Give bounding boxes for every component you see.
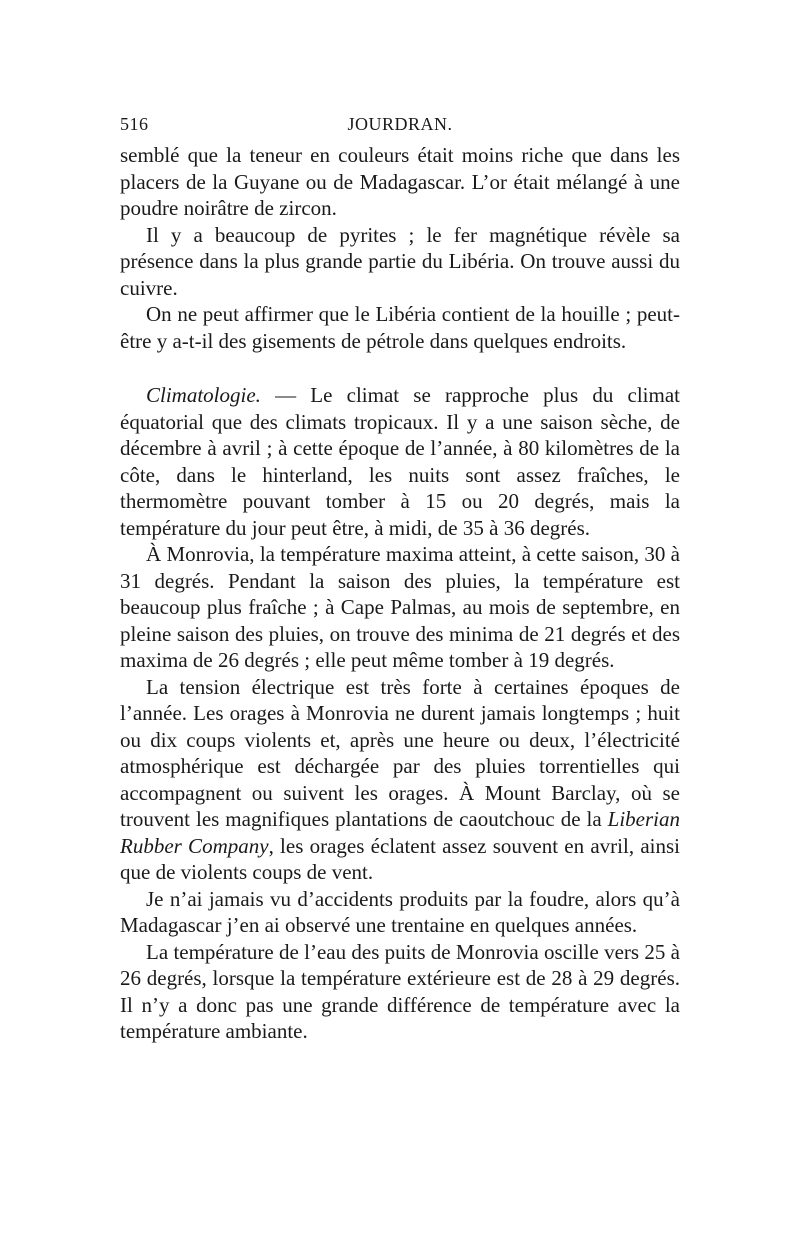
paragraph-houille: On ne peut affirmer que le Libéria contient de la houille ; peut-être y a-t-il des gisements de pétrole dans quelques endroits. [120, 302, 680, 353]
paragraph-tension [120, 674, 680, 886]
paragraph-puits: La température de l’eau des puits de Monrovia oscille vers 25 à 26 degrés, lorsque la température extérieure est de 28 à 29 degrés. Il n’y a donc pas une grande différence de température avec la température ambiante. [120, 939, 680, 1043]
paragraph-zircon: semblé que la teneur en couleurs était moins riche que dans les placers de la Guyane ou de Madagascar. L’or était mélangé à une poudre noirâtre de zircon. [120, 143, 680, 220]
paragraph-pyrites: Il y a beaucoup de pyrites ; le fer magnétique révèle sa présence dans la plus grande partie du Libéria. On trouve aussi du cuivre. [120, 222, 680, 300]
running-title: JOURDRAN. [347, 114, 453, 134]
climatologie-text: — Le climat se rapproche plus du climat équatorial que des climats tropicaux. Il y a une saison sèche, de décembre à avril ; à cette époque de l’année, à 80 kilomètres de la côte, dans le hinterland, les nuits sont assez fraîches, le thermomètre pouvant tomber à 15 ou 20 degrés, mais la température du jour peut être, à midi, de 35 à 36 degrés. [120, 383, 680, 540]
tension-text-before: La tension électrique est très forte à certaines époques de l’année. Les orages à Monrovia ne durent jamais longtemps ; huit ou dix coups violents et, après une heure ou deux, l’électricité atmosphérique est déchargée par des pluies torrentielles qui accompagnent ou suivent les orages. À Mount Barclay, où se trouvent les magnifiques plantations de caoutchouc de la [120, 674, 680, 831]
paragraph-monrovia: À Monrovia, la température maxima atteint, à cette saison, 30 à 31 degrés. Pendant la saison des pluies, la température est beaucoup plus fraîche ; à Cape Palmas, au mois de septembre, en pleine saison des pluies, on trouve des minima de 21 degrés et des maxima de 26 degrés ; elle peut même tomber à 19 degrés. [120, 542, 680, 672]
page-number: 516 [120, 114, 149, 134]
company-name: Liberian Rubber Company [120, 807, 680, 858]
paragraph-foudre: Je n’ai jamais vu d’accidents produits par la foudre, alors qu’à Madagascar j’en ai observé une trentaine en quelques années. [120, 886, 680, 937]
tension-text-after: , les orages éclatent assez souvent en avril, ainsi que de violents coups de vent. [120, 833, 680, 884]
paragraph-climatologie [120, 382, 680, 541]
running-head [120, 108, 680, 142]
section-heading-climatologie: Climatologie. [146, 383, 261, 407]
body-text [120, 142, 680, 1045]
book-page [120, 108, 680, 1045]
section-gap [120, 354, 680, 382]
